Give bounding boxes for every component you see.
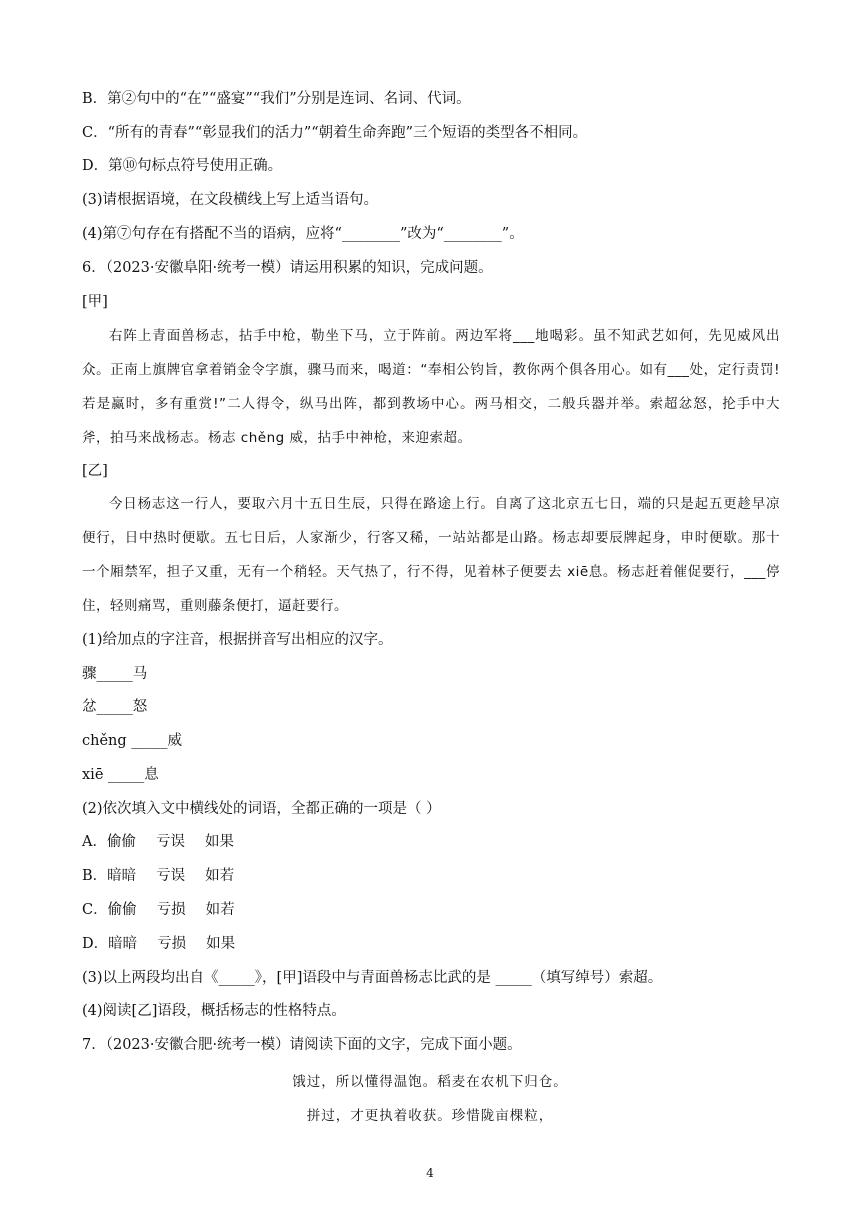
option-d: D．第⑩句标点符号使用正确。 (82, 158, 283, 174)
q6-sub3: (3)以上两段均出自《_____》，[甲]语段中与青面兽杨志比武的是 _____（填写绰号）索超。 (82, 970, 663, 986)
choice-word-3: 如若 (205, 868, 235, 884)
choice-label: B．暗暗 (82, 868, 137, 884)
passage-jia (82, 319, 780, 455)
choice-d (82, 934, 235, 954)
choice-word-2: 亏损 (157, 936, 187, 952)
question-6-heading: 6．（2023·安徽阜阳·统考一模）请运用积累的知识，完成问题。 (82, 260, 493, 276)
option-b: B．第②句中的“在”“盛宴”“我们”分别是连词、名词、代词。 (82, 91, 471, 107)
choice-c (82, 900, 235, 920)
q6-sub1: (1)给加点的字注音，根据拼音写出相应的汉字。 (82, 632, 393, 648)
option-c: C．“所有的青春”“彰显我们的活力”“朝着生命奔跑”三个短语的类型各不相同。 (82, 125, 588, 141)
sub-question-4: (4)第⑦句存在有搭配不当的语病，应将“________”改为“________”。 (82, 226, 524, 242)
choice-word-2: 亏误 (155, 834, 185, 850)
q6-sub2: (2)依次填入文中横线处的词语，全都正确的一项是（ ） (82, 801, 441, 817)
choice-word-2: 亏损 (156, 902, 186, 918)
passage-yi (82, 487, 780, 623)
fill-blank-1: 骤_____马 (82, 666, 148, 682)
q6-sub4: (4)阅读[乙]语段，概括杨志的性格特点。 (82, 1003, 346, 1019)
question-7-heading: 7．（2023·安徽合肥·统考一模）请阅读下面的文字，完成下面小题。 (82, 1037, 522, 1053)
fill-blank-2: 忿_____怒 (82, 699, 148, 715)
passage-jia-text: 右阵上青面兽杨志，拈手中枪，勒坐下马，立于阵前。两边军将___地喝彩。虽不知武艺如何，先见威风出众。正南上旗牌官拿着销金令字旗，骤马而来，喝道：“奉相公钧旨，教你两个俱各用心。如有___处，定行责罚!若是赢时，多有重赏!”二人得令，纵马出阵，都到教场中心。两马相交，二般兵器并举。索超忿怒，抡手中大斧，拍马来战杨志。杨志 chěng 威，拈手中神枪，来迎索超。 (82, 328, 780, 446)
choice-label: C．偷偷 (82, 902, 137, 918)
fill-blank-4: xiē _____息 (82, 767, 159, 783)
passage-yi-label: [乙] (82, 463, 108, 479)
poem-line-2: 拼过，才更执着收获。珍惜陇亩棵粒， (306, 1108, 554, 1124)
choice-word-3: 如若 (205, 902, 235, 918)
page-number: 4 (426, 1166, 434, 1180)
choice-word-3: 如果 (204, 834, 234, 850)
choice-word-3: 如果 (206, 936, 236, 952)
sub-question-3: (3)请根据语境，在文段横线上写上适当语句。 (82, 192, 379, 208)
fill-blank-3: chěng _____威 (82, 733, 183, 749)
choice-label: D．暗暗 (82, 936, 138, 952)
poem-line-1: 饿过，所以懂得温饱。稻麦在农机下归仓。 (292, 1074, 568, 1090)
choice-word-2: 亏误 (156, 868, 186, 884)
choice-label: A．偷偷 (82, 834, 136, 850)
choice-a (82, 832, 234, 852)
passage-yi-text: 今日杨志这一行人，要取六月十五日生辰，只得在路途上行。自离了这北京五七日，端的只是起五更趁早凉便行，日中热时便歇。五七日后，人家渐少，行客又稀，一站站都是山路。杨志却要辰牌起身，申时便歇。那十一个厢禁军，担子又重，无有一个稍轻。天气热了，行不得，见着林子便要去 xiē息。杨志赶着催促要行，___停住，轻则痛骂，重则藤条便打，逼赶要行。 (82, 496, 780, 614)
passage-jia-label: [甲] (82, 294, 108, 310)
choice-b (82, 866, 234, 886)
